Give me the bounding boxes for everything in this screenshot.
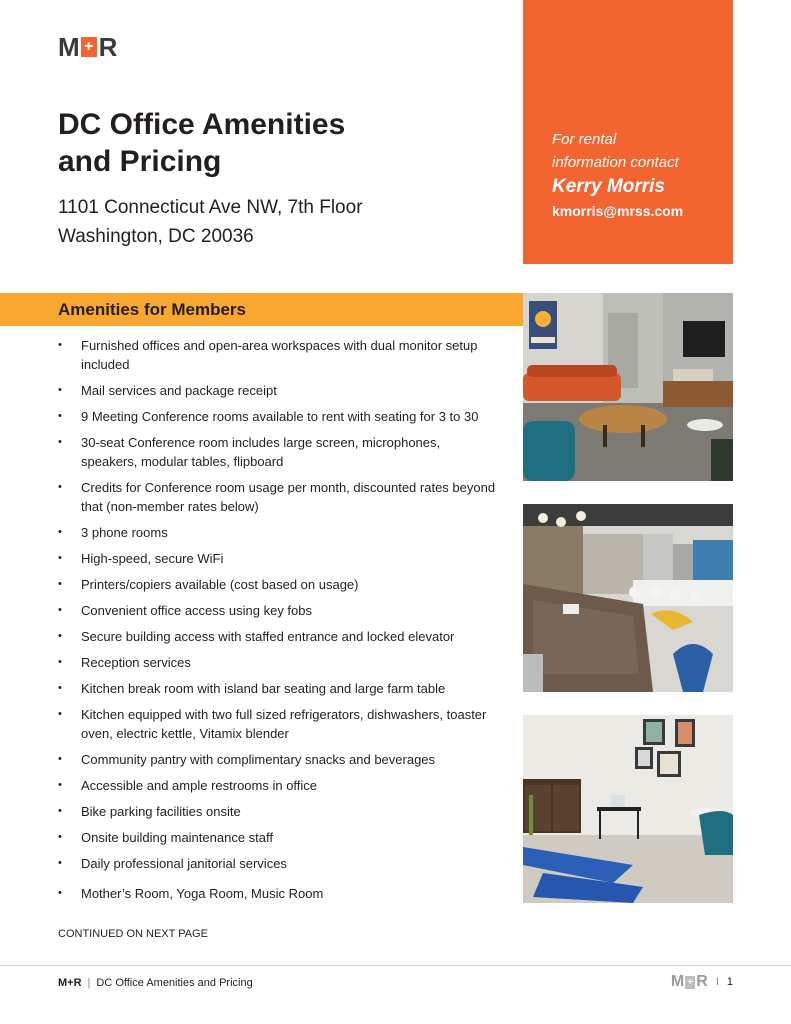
amenity-item bbox=[58, 381, 498, 400]
amenity-text: 3 phone rooms bbox=[81, 525, 168, 540]
amenity-item bbox=[58, 802, 498, 821]
amenity-text: Mail services and package receipt bbox=[81, 383, 277, 398]
footer-mr-logo bbox=[671, 975, 708, 989]
amenity-item bbox=[58, 433, 498, 471]
amenity-text: Community pantry with complimentary snacks and beverages bbox=[81, 752, 436, 767]
footer-divider bbox=[0, 965, 791, 966]
amenity-text: Reception services bbox=[81, 655, 191, 670]
amenity-text: Mother’s Room, Yoga Room, Music Room bbox=[81, 886, 324, 901]
bullet-icon: • bbox=[58, 779, 62, 791]
bullet-icon: • bbox=[58, 753, 62, 765]
amenity-item bbox=[58, 750, 498, 769]
logo-letter-r: R bbox=[98, 32, 117, 62]
bullet-icon: • bbox=[58, 410, 62, 422]
bullet-icon: • bbox=[58, 339, 62, 351]
amenity-text: 30-seat Conference room includes large screen, microphones, speakers, modular tables, flipboard bbox=[81, 435, 441, 469]
bullet-icon: • bbox=[58, 436, 62, 448]
footer-left bbox=[58, 976, 253, 990]
amenity-item bbox=[58, 653, 498, 672]
contact-email-link[interactable]: kmorris@mrss.com bbox=[552, 203, 684, 219]
footer-separator: | bbox=[87, 977, 91, 989]
kitchen-photo-illustration bbox=[523, 504, 733, 692]
amenity-item bbox=[58, 776, 498, 795]
continued-notice: CONTINUED ON NEXT PAGE bbox=[58, 928, 208, 940]
amenity-item bbox=[58, 478, 498, 516]
amenity-item bbox=[58, 575, 498, 594]
page-title bbox=[58, 106, 498, 180]
bullet-icon: • bbox=[58, 384, 62, 396]
office-address bbox=[58, 193, 363, 251]
amenity-item bbox=[58, 549, 498, 568]
bullet-icon: • bbox=[58, 526, 62, 538]
amenity-text: Accessible and ample restrooms in office bbox=[81, 778, 318, 793]
page-title-line-1: DC Office Amenities bbox=[58, 108, 346, 141]
bullet-icon: • bbox=[58, 805, 62, 817]
bullet-icon: • bbox=[58, 682, 62, 694]
amenity-item bbox=[58, 523, 498, 542]
footer-logo-plus-mark: + bbox=[685, 976, 695, 989]
yoga-room-photo bbox=[523, 715, 733, 903]
amenity-item bbox=[58, 336, 498, 374]
amenity-text: Bike parking facilities onsite bbox=[81, 804, 241, 819]
bullet-icon: • bbox=[58, 630, 62, 642]
amenity-item bbox=[58, 407, 498, 426]
contact-intro-line-2: information contact bbox=[552, 154, 679, 171]
amenity-item bbox=[58, 854, 498, 873]
bullet-icon: • bbox=[58, 604, 62, 616]
amenities-heading: Amenities for Members bbox=[58, 300, 246, 319]
mr-logo bbox=[58, 32, 117, 62]
amenity-text: Printers/copiers available (cost based on usage) bbox=[81, 577, 359, 592]
amenity-text: Daily professional janitorial services bbox=[81, 856, 287, 871]
amenity-text: Onsite building maintenance staff bbox=[81, 830, 273, 845]
amenity-item bbox=[58, 705, 498, 743]
footer-right bbox=[671, 975, 733, 989]
rental-contact-box bbox=[523, 0, 733, 264]
amenity-text: Kitchen break room with island bar seating and large farm table bbox=[81, 681, 446, 696]
bullet-icon: • bbox=[58, 481, 62, 493]
address-line-1: 1101 Connecticut Ave NW, 7th Floor bbox=[58, 197, 363, 218]
amenity-item bbox=[58, 601, 498, 620]
kitchen-photo bbox=[523, 504, 733, 692]
page-number-separator: I bbox=[715, 976, 719, 988]
amenity-text: Furnished offices and open-area workspaces with dual monitor setup included bbox=[81, 338, 478, 372]
lounge-photo bbox=[523, 293, 733, 481]
amenity-item bbox=[58, 627, 498, 646]
amenity-text: Secure building access with staffed entrance and locked elevator bbox=[81, 629, 455, 644]
footer-brand: M+R bbox=[58, 977, 82, 989]
amenity-text: Kitchen equipped with two full sized refrigerators, dishwashers, toaster oven, electric kettle, Vitamix blender bbox=[81, 707, 487, 741]
amenity-text: Credits for Conference room usage per month, discounted rates beyond that (non-member rates below) bbox=[81, 480, 496, 514]
bullet-icon: • bbox=[58, 887, 62, 899]
contact-name: Kerry Morris bbox=[552, 176, 665, 197]
bullet-icon: • bbox=[58, 831, 62, 843]
yoga-room-photo-illustration bbox=[523, 715, 733, 903]
footer-logo-letter-r: R bbox=[696, 973, 708, 990]
bullet-icon: • bbox=[58, 578, 62, 590]
amenity-text: 9 Meeting Conference rooms available to rent with seating for 3 to 30 bbox=[81, 409, 479, 424]
lounge-photo-illustration bbox=[523, 293, 733, 481]
contact-intro-line-1: For rental bbox=[552, 131, 617, 148]
page-title-line-2: and Pricing bbox=[58, 145, 222, 178]
bullet-icon: • bbox=[58, 552, 62, 564]
footer-logo-letter-m: M bbox=[670, 973, 685, 990]
address-line-2: Washington, DC 20036 bbox=[58, 226, 254, 247]
contact-intro bbox=[552, 128, 722, 174]
page-number: 1 bbox=[726, 976, 733, 988]
amenity-item bbox=[58, 679, 498, 698]
amenity-text: Convenient office access using key fobs bbox=[81, 603, 313, 618]
bullet-icon: • bbox=[58, 656, 62, 668]
bullet-icon: • bbox=[58, 708, 62, 720]
amenity-item bbox=[58, 884, 498, 903]
amenity-item bbox=[58, 828, 498, 847]
amenity-text: High-speed, secure WiFi bbox=[81, 551, 224, 566]
bullet-icon: • bbox=[58, 857, 62, 869]
logo-letter-m: M bbox=[58, 32, 79, 62]
footer-document-title: DC Office Amenities and Pricing bbox=[96, 977, 253, 989]
logo-plus-mark: + bbox=[81, 37, 97, 57]
